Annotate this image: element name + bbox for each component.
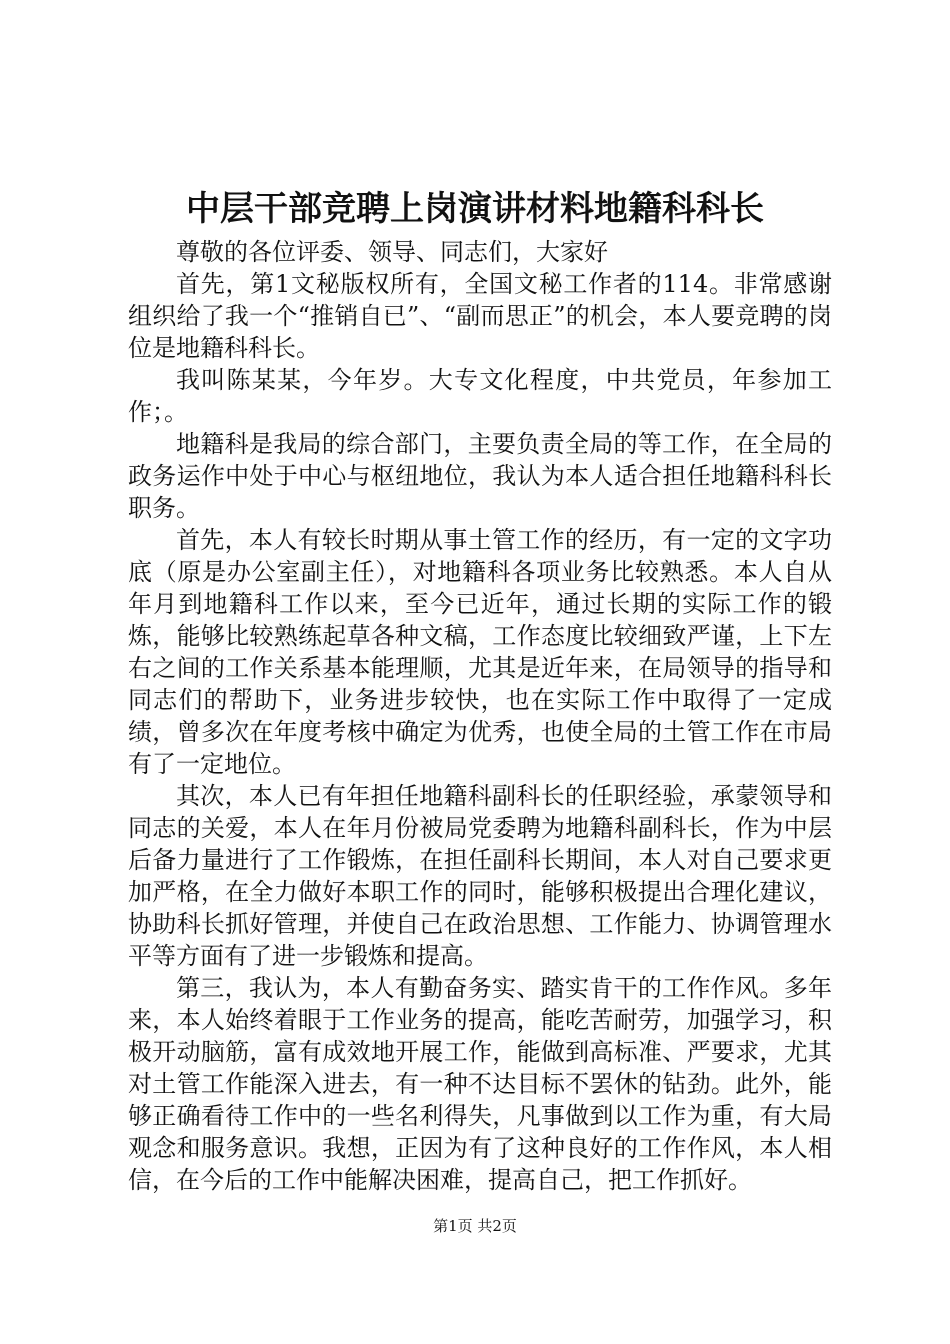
paragraph-personal-info: 我叫陈某某，今年岁。大专文化程度，中共党员，年参加工作；。	[128, 366, 832, 426]
paragraph-intro: 首先，第1文秘版权所有，全国文秘工作者的114。非常感谢组织给了我一个“推销自已”、“副而思正”的机会，本人要竞聘的岗位是地籍科科长。	[128, 270, 832, 362]
paragraph-first-reason: 首先，本人有较长时期从事土管工作的经历，有一定的文字功底（原是办公室副主任），对地籍科各项业务比较熟悉。本人自从年月到地籍科工作以来，至今已近年，通过长期的实际工作的锻炼，能够比较熟练起草各种文稿，工作态度比较细致严谨，上下左右之间的工作关系基本能理顺，尤其是近年来，在局领导的指导和同志们的帮助下，业务进步较快，也在实际工作中取得了一定成绩，曾多次在年度考核中确定为优秀，也使全局的土管工作在市局有了一定地位。	[128, 526, 832, 778]
document-body	[128, 236, 832, 1196]
page-number-footer: 第1页 共2页	[433, 1217, 517, 1235]
paragraph-third-reason: 第三，我认为，本人有勤奋务实、踏实肯干的工作作风。多年来，本人始终着眼于工作业务的提高，能吃苦耐劳，加强学习，积极开动脑筋，富有成效地开展工作，能做到高标准、严要求，尤其对土管工作能深入进去，有一种不达目标不罢休的钻劲。此外，能够正确看待工作中的一些名利得失，凡事做到以工作为重，有大局观念和服务意识。我想，正因为有了这种良好的工作作风，本人相信，在今后的工作中能解决困难，提高自己，把工作抓好。	[128, 974, 832, 1194]
paragraph-greeting: 尊敬的各位评委、领导、同志们，大家好	[176, 238, 608, 266]
paragraph-department: 地籍科是我局的综合部门，主要负责全局的等工作，在全局的政务运作中处于中心与枢纽地位，我认为本人适合担任地籍科科长职务。	[128, 430, 832, 522]
paragraph-second-reason: 其次，本人已有年担任地籍科副科长的任职经验，承蒙领导和同志的关爱，本人在年月份被局党委聘为地籍科副科长，作为中层后备力量进行了工作锻炼，在担任副科长期间，本人对自己要求更加严格，在全力做好本职工作的同时，能够积极提出合理化建议，协助科长抓好管理，并使自己在政治思想、工作能力、协调管理水平等方面有了进一步锻炼和提高。	[128, 782, 832, 970]
document-title: 中层干部竞聘上岗演讲材料地籍科科长	[186, 189, 764, 229]
